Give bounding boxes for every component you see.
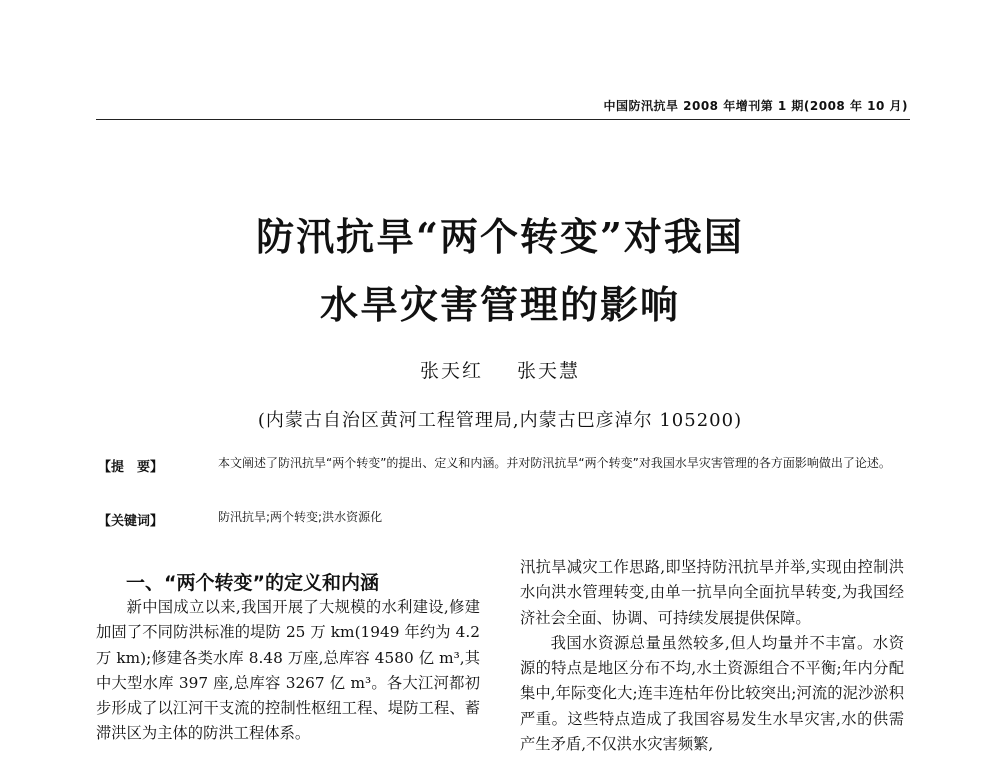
body-paragraph: 新中国成立以来,我国开展了大规模的水利建设,修建加固了不同防洪标准的堤防 25 万 km(1949 年约为 4.2 万 km);修建各类水库 8.48 万座,总库容 4580 亿 m³,其中大型水库 397 座,总库容 3267 亿 m³。各大江河都初步形成了以江河干支流的控制性枢纽工程、堤防工程、蓄滞洪区为主体的防洪工程体系。	[96, 598, 480, 743]
journal-header: 中国防汛抗旱 2008 年增刊第 1 期(2008 年 10 月)	[603, 99, 908, 113]
author-name: 张天慧	[517, 360, 581, 382]
left-column	[96, 595, 480, 747]
header-divider	[96, 119, 910, 120]
author-name: 张天红	[419, 360, 483, 382]
article-title-line-1: 防汛抗旱“两个转变”对我国	[256, 214, 744, 259]
body-paragraph: 我国水资源总量虽然较多,但人均量并不丰富。水资源的特点是地区分布不均,水土资源组合不平衡;年内分配集中,年际变化大;连丰连枯年份比较突出;河流的泥沙淤积严重。这些特点造成了我国容易发生水旱灾害,水的供需产生矛盾,不仅洪水灾害频繁,	[520, 633, 904, 754]
keywords-label: 【关键词】	[98, 514, 164, 529]
right-column	[520, 555, 904, 757]
author-list	[0, 356, 1000, 383]
section-heading: 一、“两个转变”的定义和内涵	[126, 572, 379, 594]
abstract-label: 【提 要】	[98, 460, 164, 475]
keywords-text: 防汛抗旱;两个转变;洪水资源化	[218, 510, 383, 524]
author-affiliation: (内蒙古自治区黄河工程管理局,内蒙古巴彦淖尔 105200)	[257, 410, 743, 431]
abstract-text: 本文阐述了防汛抗旱“两个转变”的提出、定义和内涵。并对防汛抗旱“两个转变”对我国水旱灾害管理的各方面影响做出了论述。	[218, 456, 891, 470]
body-paragraph: 汛抗旱减灾工作思路,即坚持防汛抗旱并举,实现由控制洪水向洪水管理转变,由单一抗旱向全面抗旱转变,为我国经济社会全面、协调、可持续发展提供保障。	[520, 558, 904, 627]
article-title-line-2: 水旱灾害管理的影响	[319, 282, 680, 327]
